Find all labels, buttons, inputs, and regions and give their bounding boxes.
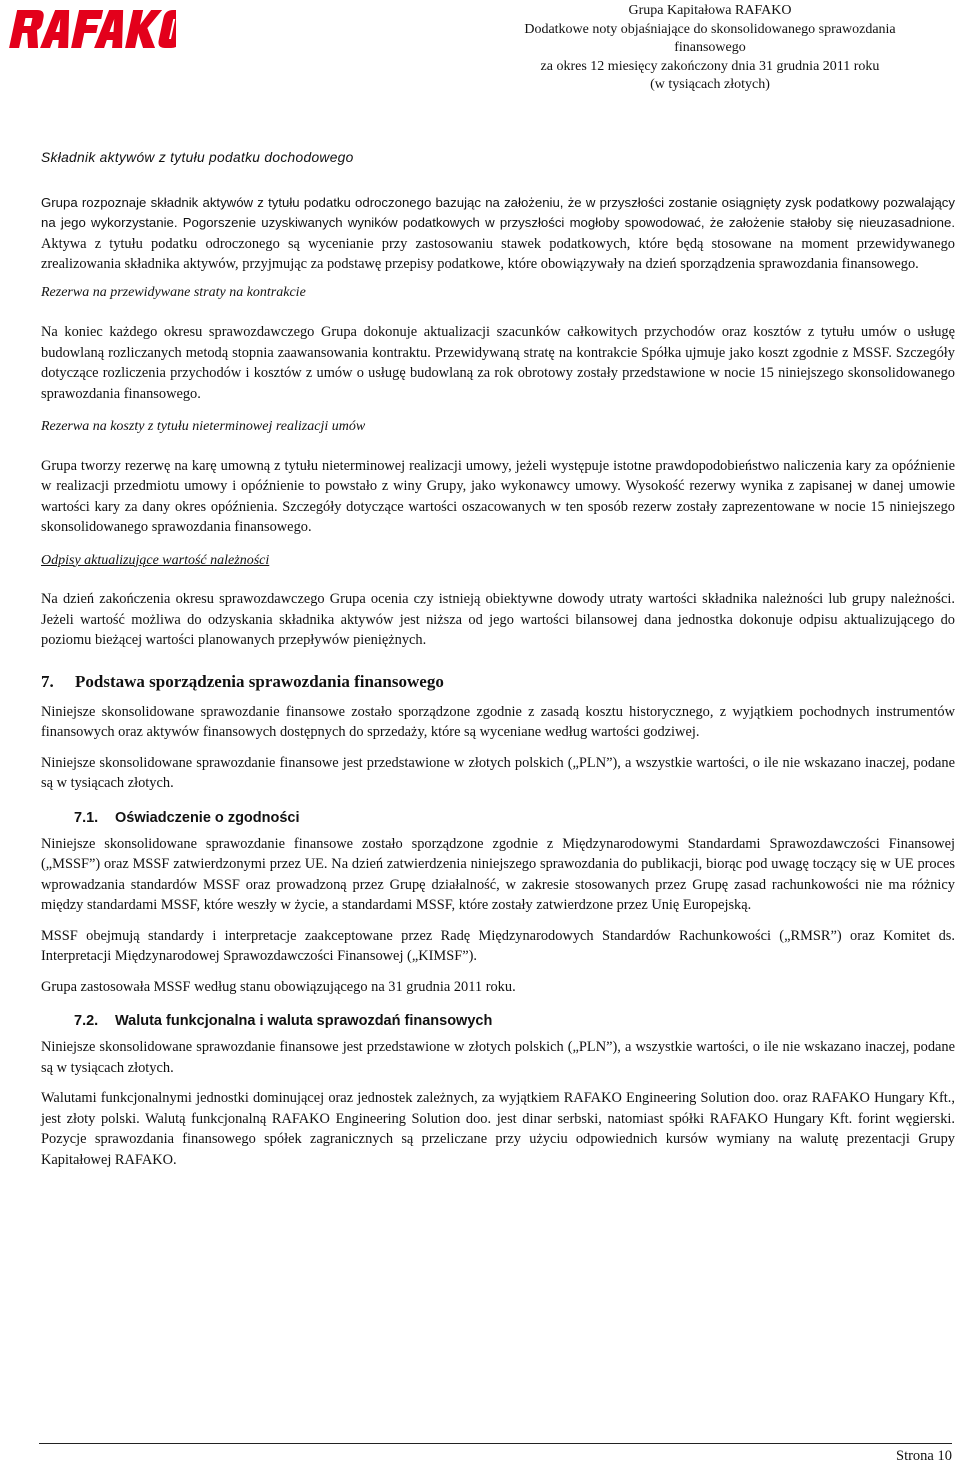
document-header <box>490 2 930 95</box>
header-subtitle: Dodatkowe noty objaśniające do skonsolidowanego sprawozdania finansowego <box>524 21 896 55</box>
paragraph-compliance-1: Niniejsze skonsolidowane sprawozdanie finansowe zostało sporządzone zgodnie z Międzynarodowymi Standardami Sprawozdawczości Finansowej („MSSF”) oraz MSSF zatwierdzonymi przez UE. Na dzień zatwierdzenia niniejszego sprawozdania do publikacji, biorąc pod uwagę toczący się w UE proces wprowadzania standardów MSSF oraz prowadzoną przez Grupę działalność, w zakresie stosowanych przez Grupę zasad rachunkowości nie ma różnicy między standardami MSSF, które weszły w życie, a standardami MSSF, które zostały zatwierdzone przez Unię Europejską. <box>41 835 955 913</box>
paragraph-currency-1: Niniejsze skonsolidowane sprawozdanie finansowe jest przedstawione w złotych polskich („PLN”), a wszystkie wartości, o ile nie wskazano inaczej, podane są w tysiącach złotych. <box>41 1039 955 1076</box>
rafako-logo <box>8 6 176 52</box>
page-number: Strona 10 <box>896 1448 952 1464</box>
paragraph-receivables: Na dzień zakończenia okresu sprawozdawczego Grupa ocenia czy istnieją obiektywne dowody utraty wartości składnika należności lub grupy należności. Jeżeli wartość możliwa do odzyskania składnika aktywów jest niższa od jego wartości bilansowej dana jednostka dokonuje odpisu aktualizującego do poziomu bieżącej wartości planowanych przepływów pieniężnych. <box>41 591 955 648</box>
paragraph-currency-2: Walutami funkcjonalnymi jednostki dominującej oraz jednostek zależnych, za wyjątkiem RAFAKO Engineering Solution doo. oraz RAFAKO Hungary Kft., jest złoty polski. Walutą funkcjonalną RAFAKO Engineering Solution doo. jest dinar serbski, natomiast spółki RAFAKO Hungary Kft. forint węgierski. Pozycje sprawozdania finansowego spółek zagranicznych są przeliczane przy użyciu odpowiednich kursów wymiany na walutę prezentacji Grupy Kapitałowej RAFAKO. <box>41 1090 955 1168</box>
header-period: za okres 12 miesięcy zakończony dnia 31 grudnia 2011 roku <box>540 58 880 74</box>
header-units: (w tysiącach złotych) <box>650 77 770 92</box>
header-company: Grupa Kapitałowa RAFAKO <box>628 3 792 18</box>
paragraph-basis-2: Niniejsze skonsolidowane sprawozdanie finansowe jest przedstawione w złotych polskich („PLN”), a wszystkie wartości, o ile nie wskazano inaczej, podane są w tysiącach złotych. <box>41 754 955 791</box>
section-title-deferred-tax: Składnik aktywów z tytułu podatku dochodowego <box>41 150 354 165</box>
paragraph-compliance-3: Grupa zastosowała MSSF według stanu obowiązującego na 31 grudnia 2011 roku. <box>41 978 516 995</box>
document-body <box>41 148 955 1170</box>
section-title-contract-losses: Rezerwa na przewidywane straty na kontrakcie <box>41 284 306 300</box>
paragraph-contract-losses: Na koniec każdego okresu sprawozdawczego Grupa dokonuje aktualizacji szacunków całkowitych przychodów oraz kosztów z tytułu umów o usługę budowlaną rozliczanych metodą stopnia zaawansowania kontraktu. Przewidywaną stratę na kontrakcie Spółka ujmuje jako koszt zgodnie z MSSF. Szczegóły dotyczące rozliczenia przychodów i kosztów z umów o usługę budowlaną za rok obrotowy zostały przedstawione w nocie 15 niniejszego skonsolidowanego sprawozdania finansowego. <box>41 324 955 402</box>
paragraph-delay-provisions: Grupa tworzy rezerwę na karę umowną z tytułu nieterminowej realizacji umowy, jeżeli występuje istotne prawdopodobieństwo naliczenia kary za opóźnienie w realizacji przedmiotu umowy i opóźnienie to powstało z winy Grupy, jako wykonawcy umowy. Wysokość rezerwy wynika z zapisanej w danej umowie wartości kary za dany okres opóźnienia. Szczegóły dotyczące wartości oszacowanych w ten sposób rezerw zostały zaprezentowane w nocie 15 niniejszego skonsolidowanego sprawozdania finansowego. <box>41 457 955 535</box>
section-title-receivables: Odpisy aktualizujące wartość należności <box>41 552 270 568</box>
heading-compliance-statement: 7.1. Oświadczenie o zgodności <box>74 809 300 826</box>
paragraph-compliance-2: MSSF obejmują standardy i interpretacje zaakceptowane przez Radę Międzynarodowych Standardów Rachunkowości („RMSR”) oraz Komitet ds. Interpretacji Międzynarodowej Sprawozdawczości Finansowej („KIMSF”). <box>41 927 955 964</box>
footer-divider <box>39 1443 952 1444</box>
heading-basis-of-preparation: 7. Podstawa sporządzenia sprawozdania finansowego <box>41 671 444 691</box>
heading-functional-currency: 7.2. Waluta funkcjonalna i waluta sprawozdań finansowych <box>74 1013 493 1029</box>
section-title-delay-provisions: Rezerwa na koszty z tytułu nieterminowej realizacji umów <box>41 419 366 434</box>
paragraph-deferred-tax: Grupa rozpoznaje składnik aktywów z tytułu podatku odroczonego bazując na założeniu, że w przyszłości zostanie osiągnięty zysk podatkowy pozwalający na jego wykorzystanie. Pogorszenie uzyskiwanych wyników podatkowych w przyszłości mogłoby spowodować, że założenie stałoby się nieuzasadnione. Aktywa z tytułu podatku odroczonego są wycenianie przy zastosowaniu stawek podatkowych, które będą stosowane na moment przewidywanego zrealizowania składnika aktywów, przyjmując za podstawę przepisy podatkowe, które obowiązywały na dzień sporządzenia sprawozdania finansowego. <box>41 194 955 272</box>
paragraph-basis-1: Niniejsze skonsolidowane sprawozdanie finansowe zostało sporządzone zgodnie z zasadą kosztu historycznego, z wyjątkiem pochodnych instrumentów finansowych oraz aktywów finansowych dostępnych do sprzedaży, które są wyceniane według wartości godziwej. <box>41 703 955 740</box>
